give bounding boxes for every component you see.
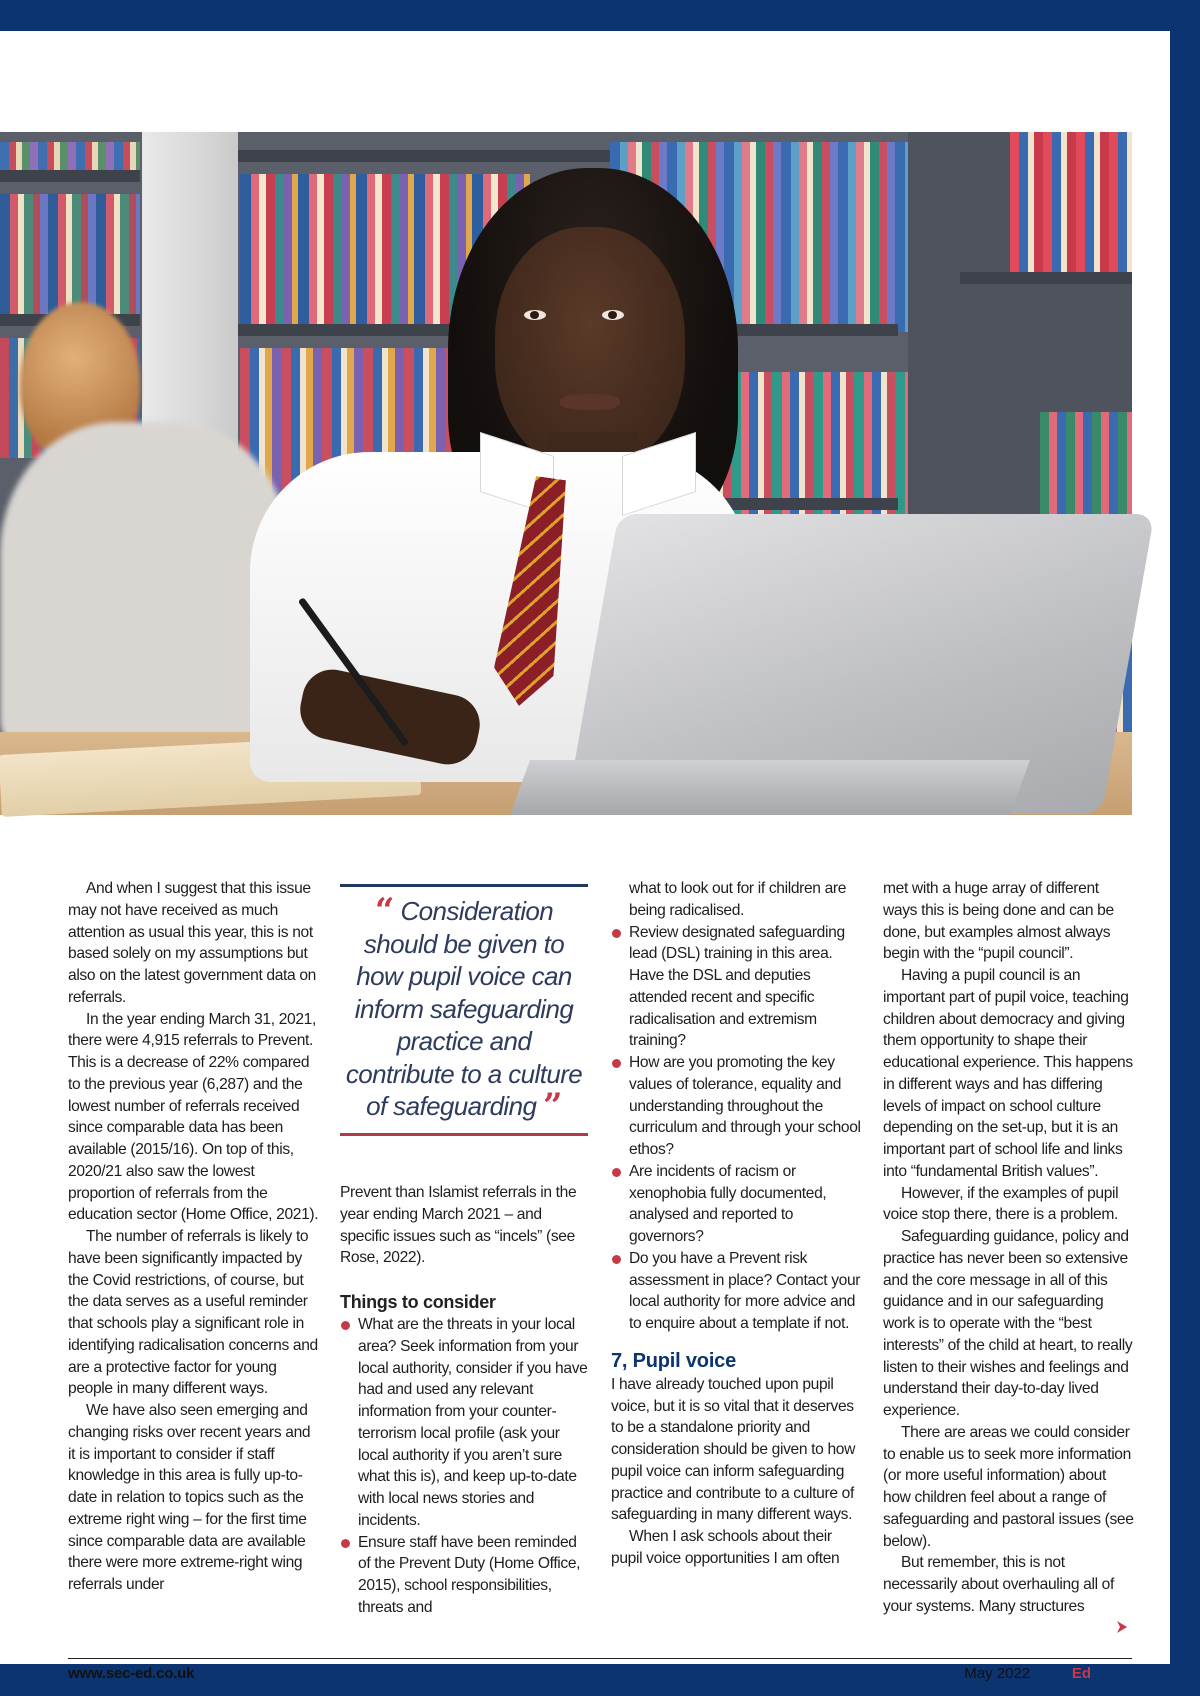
footer-issue: [964, 1665, 1102, 1682]
brand-logo: SecEd: [1045, 1665, 1091, 1682]
open-quote-icon: “: [374, 891, 394, 931]
prev-triangle-icon: [1034, 1668, 1041, 1680]
issue-date: May 2022: [964, 1665, 1031, 1682]
column-2: [340, 1182, 592, 1619]
paragraph: However, if the examples of pupil voice stop there, there is a problem.: [883, 1184, 1119, 1224]
paragraph: The number of referrals is likely to have been significantly impacted by the Covid restrictions, of course, but the data serves as a useful reminder that schools play a significant role in identifying radicalisation concerns and are a protective factor for young people in many different ways.: [68, 1228, 318, 1398]
list-item: Review designated safeguarding lead (DSL) training in this area. Have the DSL and deputies attended recent and specific radicalisation and extremism training?: [611, 922, 863, 1053]
list-item: what to look out for if children are being radicalised.: [629, 880, 847, 919]
section-subheading: Things to consider: [340, 1292, 496, 1312]
magazine-page: [0, 31, 1170, 1682]
paragraph: Having a pupil council is an important part of pupil voice, teaching children about democracy and giving them opportunity to shape their educational experience. This happens in different ways and has differing levels of impact on school culture depending on the set-up, but it is an important part of school life and links into “fundamental British values”.: [883, 967, 1133, 1180]
considerations-list-continued: [611, 878, 863, 1335]
paragraph: In the year ending March 31, 2021, there were 4,915 referrals to Prevent. This is a decrease of 22% compared to the previous year (6,287) and the lowest number of referrals received since comparable data has been available (2015/16). On top of this, 2020/21 also saw the lowest proportion of referrals from the education sector (Home Office, 2021).: [68, 1010, 319, 1224]
paragraph: Safeguarding guidance, policy and practice has never been so extensive and the core message in all of this guidance and in our safeguarding work is to operate with the “best interests” of the child at heart, to really listen to their wishes and feelings and understand their day-to-day lived experience.: [883, 1228, 1133, 1419]
paragraph: met with a huge array of different ways this is being done and can be done, but examples almost always begin with the “pupil council”.: [883, 880, 1114, 963]
paragraph: And when I suggest that this issue may not have received as much attention as usual this year, this is not based solely on my assumptions but also on the latest government data on referrals.: [68, 880, 316, 1006]
column-1: [68, 878, 320, 1596]
article-photo: [0, 132, 1132, 815]
list-item: Do you have a Prevent risk assessment in place? Contact your local authority for more advice and to enquire about a template if not.: [611, 1248, 863, 1335]
list-item: How are you promoting the key values of tolerance, equality and understanding throughout the curriculum and through your school ethos?: [611, 1052, 863, 1161]
paragraph: But remember, this is not necessarily about overhauling all of your systems. Many structures: [883, 1554, 1114, 1615]
close-quote-icon: ”: [542, 1086, 562, 1126]
paragraph: When I ask schools about their pupil voice opportunities I am often: [611, 1528, 840, 1567]
paragraph: There are areas we could consider to enable us to seek more information (or more useful information) about how children feel about a range of safeguarding and pastoral issues (see below).: [883, 1423, 1134, 1550]
footer-rule: [68, 1658, 1132, 1659]
column-4: [883, 878, 1135, 1618]
paragraph: Prevent than Islamist referrals in the year ending March 2021 – and specific issues such as “incels” (see Rose, 2022).: [340, 1184, 577, 1267]
list-item: Are incidents of racism or xenophobia fully documented, analysed and reported to governors?: [611, 1161, 863, 1248]
next-triangle-icon: [1095, 1668, 1102, 1680]
pull-quote: [340, 884, 588, 1136]
pull-quote-text: Consideration should be given to how pupil voice can inform safeguarding practice and contribute to a culture of safeguarding: [345, 896, 583, 1121]
paragraph: We have also seen emerging and changing risks over recent years and it is important to consider if staff knowledge in this area is fully up-to-date in relation to topics such as the extreme right wing – for the first time since comparable data are available there were more extreme-right wing referrals under: [68, 1402, 311, 1593]
continue-arrow-icon: [1116, 1620, 1128, 1634]
footer-url[interactable]: www.sec-ed.co.uk: [68, 1665, 195, 1682]
list-item: What are the threats in your local area? Seek information from your local authority, consider if you have had and used any relevant information from your counter-terrorism local profile (ask your local authority if you aren’t sure what this is), and keep up-to-date with local news stories and incidents.: [340, 1314, 592, 1532]
paragraph: I have already touched upon pupil voice, but it is so vital that it deserves to be a standalone priority and consideration should be given to how pupil voice can inform safeguarding practice and contribute to a culture of safeguarding in many different ways.: [611, 1375, 856, 1524]
list-item: Ensure staff have been reminded of the Prevent Duty (Home Office, 2015), school responsibilities, threats and: [340, 1532, 592, 1619]
column-3: [611, 878, 863, 1570]
section-heading: 7, Pupil voice: [611, 1349, 737, 1372]
considerations-list: [340, 1314, 592, 1619]
